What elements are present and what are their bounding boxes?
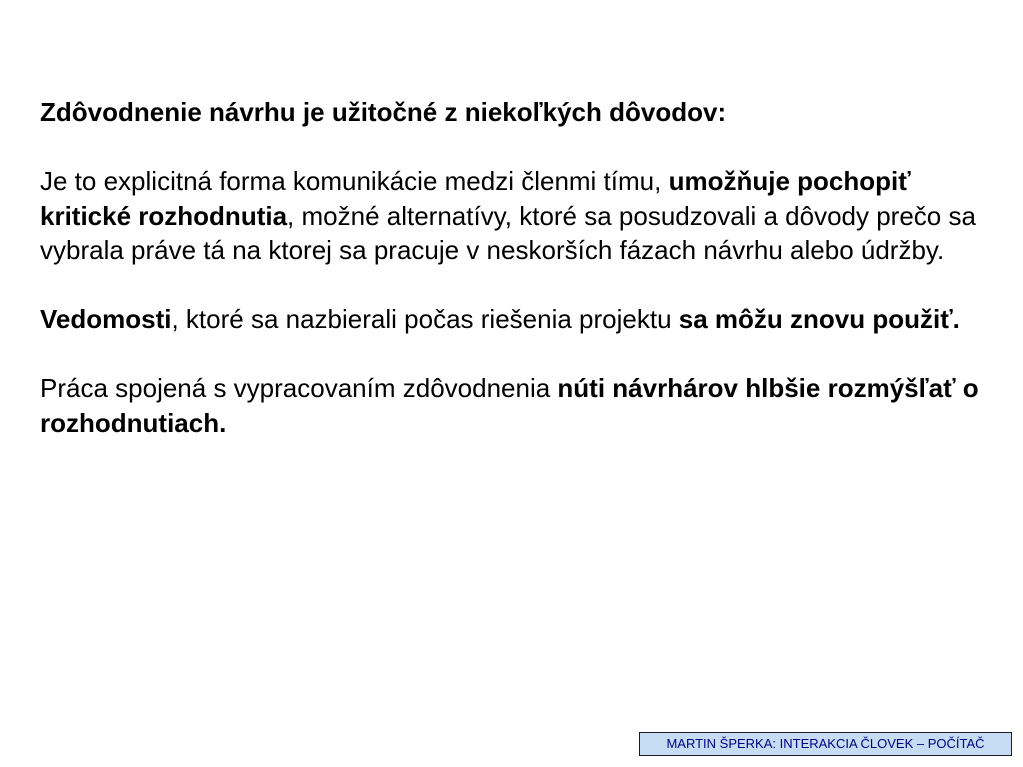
slide-heading-text: Zdôvodnenie návrhu je užitočné z niekoľkých dôvodov:	[40, 97, 727, 127]
slide-content	[40, 95, 1005, 475]
paragraph-knowledge-bold-2: sa môžu znovu použiť.	[678, 304, 960, 334]
paragraph-work	[40, 371, 1005, 440]
slide-heading	[40, 95, 1005, 130]
paragraph-communication-text-2: , možné alternatívy, ktoré sa posudzovali a dôvody prečo sa vybrala práve tá na ktorej sa pracuje v neskorších fázach návrhu alebo údržby.	[40, 200, 976, 265]
paragraph-knowledge-bold-1: Vedomosti	[40, 304, 172, 334]
paragraph-work-text-1: Práca spojená s vypracovaním zdôvodnenia	[40, 373, 558, 403]
paragraph-communication-bold-1: umožňuje pochopiť kritické rozhodnutia	[40, 166, 911, 231]
paragraph-communication	[40, 164, 1005, 268]
paragraph-knowledge	[40, 302, 1005, 337]
paragraph-work-bold-1: núti návrhárov hlbšie rozmýšľať o rozhodnutiach.	[40, 373, 979, 438]
paragraph-knowledge-text-1: , ktoré sa nazbierali počas riešenia projektu	[171, 304, 679, 334]
footer-badge-label: MARTIN ŠPERKA: INTERAKCIA ČLOVEK – POČÍTAČ	[666, 736, 985, 751]
footer-badge	[639, 732, 1012, 756]
paragraph-communication-text-1: Je to explicitná forma komunikácie medzi členmi tímu,	[40, 166, 669, 196]
